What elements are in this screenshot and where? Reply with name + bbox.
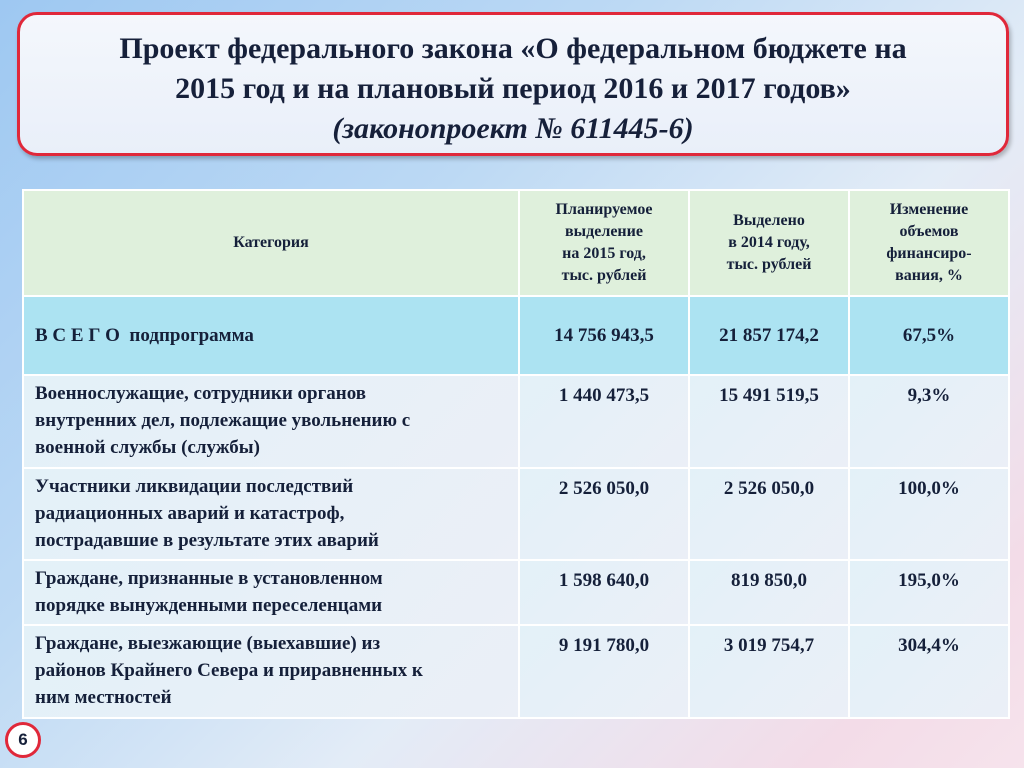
category-line: Участники ликвидации последствий <box>35 476 354 497</box>
category-cell <box>23 560 519 625</box>
header-line: тыс. рублей <box>726 256 812 273</box>
table-header-row <box>23 190 1009 296</box>
category-line: радиационных аварий и катастроф, <box>35 503 345 524</box>
allocated-2014-cell: 15 491 519,5 <box>689 375 849 468</box>
category-line: пострадавшие в результате этих аварий <box>35 530 379 551</box>
header-line: Изменение <box>889 201 969 218</box>
header-line: Выделено <box>733 212 805 229</box>
category-line: Граждане, выезжающие (выехавшие) из <box>35 633 381 654</box>
header-line: на 2015 год, <box>562 245 646 262</box>
change-cell: 67,5% <box>849 296 1009 375</box>
table-row <box>23 375 1009 468</box>
category-cell <box>23 375 519 468</box>
title-line-2: 2015 год и на плановый период 2016 и 2017 годов» <box>175 72 851 105</box>
planned-2015-cell: 14 756 943,5 <box>519 296 689 375</box>
change-cell: 195,0% <box>849 560 1009 625</box>
allocated-2014-cell: 2 526 050,0 <box>689 468 849 560</box>
allocated-2014-cell: 819 850,0 <box>689 560 849 625</box>
category-line: Военнослужащие, сотрудники органов <box>35 383 366 404</box>
table-row-total <box>23 296 1009 375</box>
header-line: Планируемое <box>555 201 653 218</box>
category-cell <box>23 468 519 560</box>
category-line: ним местностей <box>35 687 172 708</box>
planned-2015-cell: 1 440 473,5 <box>519 375 689 468</box>
title-box <box>17 12 1009 156</box>
table-row <box>23 468 1009 560</box>
allocated-2014-cell: 3 019 754,7 <box>689 625 849 718</box>
header-line: вания, % <box>895 267 963 284</box>
table-row <box>23 625 1009 718</box>
category-line: военной службы (службы) <box>35 437 260 458</box>
header-line: финансиро- <box>886 245 972 262</box>
category-line: Граждане, признанные в установленном <box>35 568 383 589</box>
bill-number: (законопроект № 611445-6) <box>332 112 694 145</box>
header-line: выделение <box>565 223 643 240</box>
change-cell: 9,3% <box>849 375 1009 468</box>
category-cell <box>23 625 519 718</box>
header-category <box>23 190 519 296</box>
planned-2015-cell: 1 598 640,0 <box>519 560 689 625</box>
category-line: районов Крайнего Севера и приравненных к <box>35 660 423 681</box>
change-cell: 100,0% <box>849 468 1009 560</box>
category-cell <box>23 296 519 375</box>
header-planned-2015 <box>519 190 689 296</box>
header-allocated-2014 <box>689 190 849 296</box>
category-line: внутренних дел, подлежащие увольнению с <box>35 410 411 431</box>
table-row <box>23 560 1009 625</box>
page-number-badge: 6 <box>5 722 41 758</box>
title-line-1: Проект федерального закона «О федеральном бюджете на <box>119 32 907 65</box>
header-line: в 2014 году, <box>728 234 810 251</box>
header-line: тыс. рублей <box>561 267 647 284</box>
allocated-2014-cell: 21 857 174,2 <box>689 296 849 375</box>
planned-2015-cell: 9 191 780,0 <box>519 625 689 718</box>
header-change <box>849 190 1009 296</box>
category-line: порядке вынужденными переселенцами <box>35 595 383 616</box>
header-line: Категория <box>233 234 309 251</box>
change-cell: 304,4% <box>849 625 1009 718</box>
budget-table <box>22 189 1010 719</box>
category-line: В С Е Г О подпрограмма <box>35 325 254 346</box>
planned-2015-cell: 2 526 050,0 <box>519 468 689 560</box>
header-line: объемов <box>899 223 959 240</box>
